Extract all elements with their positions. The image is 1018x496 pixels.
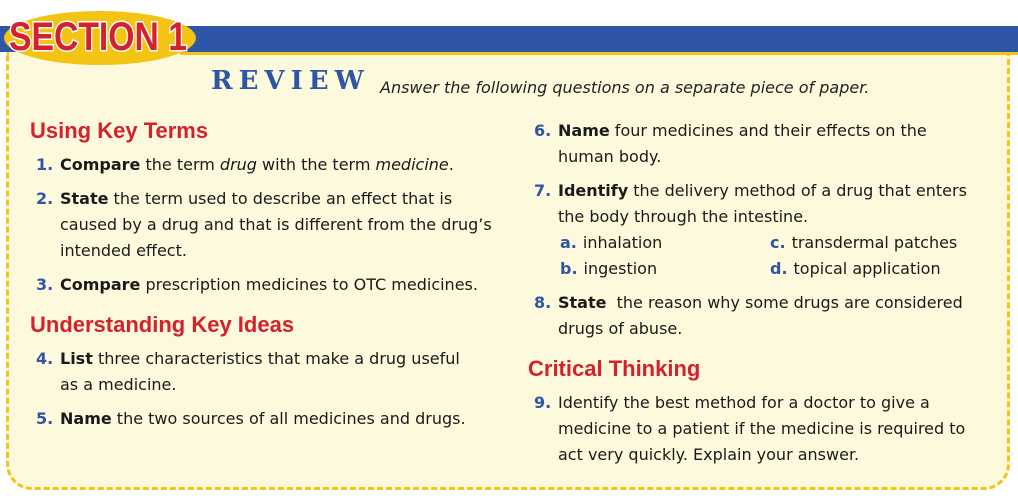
header-rule <box>180 52 1018 55</box>
question-text: the delivery method of a drug that enters the body through the intestine. <box>558 181 967 226</box>
option-text: inhalation <box>582 233 663 252</box>
question-4 <box>30 346 460 398</box>
heading-using-key-terms: Using Key Terms <box>30 118 209 143</box>
question-2 <box>30 186 500 264</box>
question-number: 8. <box>534 293 552 312</box>
question-text: the term <box>140 155 220 174</box>
option-c <box>770 230 990 256</box>
left-column <box>30 118 500 440</box>
question-number: 6. <box>534 121 552 140</box>
right-column <box>528 118 998 476</box>
option-text: topical application <box>793 259 941 278</box>
question-1 <box>30 152 500 178</box>
option-b <box>560 256 770 282</box>
option-letter: d. <box>770 259 788 278</box>
heading-understanding-key-ideas: Understanding Key Ideas <box>30 312 295 337</box>
question-text: the two sources of all medicines and drugs. <box>111 409 466 428</box>
question-verb: Compare <box>60 155 141 174</box>
question-verb: State <box>60 189 109 208</box>
question-text: . <box>448 155 454 174</box>
question-verb: Name <box>558 121 610 140</box>
question-6 <box>528 118 978 170</box>
option-letter: a. <box>560 233 577 252</box>
question-number: 2. <box>36 189 54 208</box>
question-number: 4. <box>36 349 54 368</box>
question-verb: Identify <box>558 181 629 200</box>
question-text: the term used to describe an effect that is caused by a drug and that is different from the drug’s intended effect. <box>60 189 492 260</box>
question-text: with the term <box>256 155 376 174</box>
question-verb: Compare <box>60 275 141 294</box>
question-text: three characteristics that make a drug useful as a medicine. <box>60 349 460 394</box>
question-text: prescription medicines to OTC medicines. <box>140 275 478 294</box>
term-drug: drug <box>219 155 257 174</box>
option-letter: c. <box>770 233 786 252</box>
option-text: transdermal patches <box>791 233 958 252</box>
question-number: 3. <box>36 275 54 294</box>
option-d <box>770 256 990 282</box>
instructions: Answer the following questions on a separate piece of paper. <box>380 78 870 97</box>
section-badge <box>2 2 198 66</box>
question-7 <box>528 178 998 282</box>
question-9 <box>528 390 978 468</box>
question-text: the reason why some drugs are considered drugs of abuse. <box>558 293 968 338</box>
question-number: 7. <box>534 181 552 200</box>
term-medicine: medicine <box>375 155 449 174</box>
answer-options <box>558 230 998 282</box>
heading-critical-thinking: Critical Thinking <box>528 356 701 381</box>
question-number: 1. <box>36 155 54 174</box>
question-5 <box>30 406 500 432</box>
question-number: 5. <box>36 409 54 428</box>
question-8 <box>528 290 998 342</box>
question-number: 9. <box>534 393 552 412</box>
review-label: REVIEW <box>211 66 370 96</box>
option-letter: b. <box>560 259 578 278</box>
question-text: four medicines and their effects on the human body. <box>558 121 927 166</box>
question-verb: Name <box>60 409 112 428</box>
question-verb: State <box>558 293 607 312</box>
question-text: Identify the best method for a doctor to give a medicine to a patient if the medicine is required to act very quickly. Explain your answer. <box>558 393 966 464</box>
badge-text: SECTION 1 <box>9 15 187 59</box>
option-a <box>560 230 770 256</box>
question-3 <box>30 272 500 298</box>
question-verb: List <box>60 349 93 368</box>
option-text: ingestion <box>583 259 658 278</box>
